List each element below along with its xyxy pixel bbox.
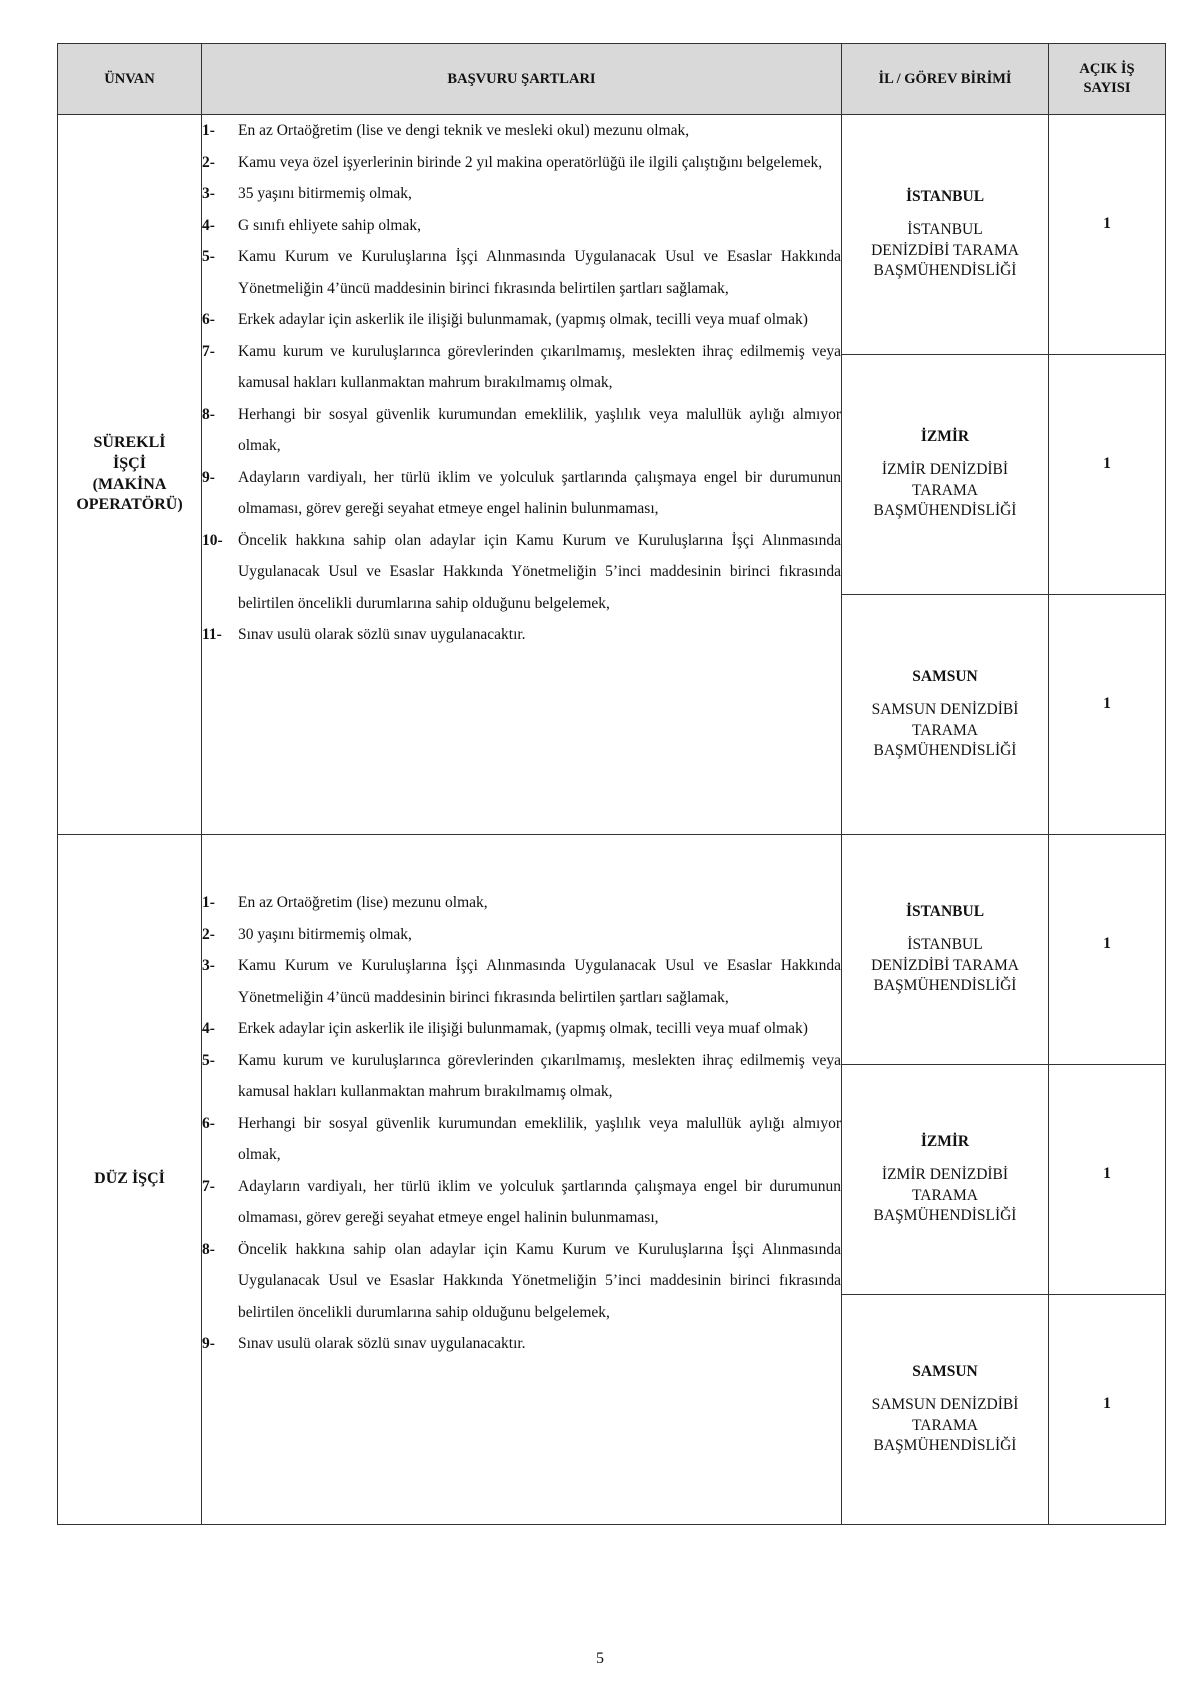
table-row [58, 115, 1166, 355]
list-item: 8- Öncelik hakkına sahip olan adaylar için Kamu Kurum ve Kuruluşlarına İşçi Alınmasında Uygulanacak Usul ve Esaslar Hakkında Yönetmeliğin 5’inci maddesinin birinci fıkrasında belirtilen öncelikli durumlarına sahip olduğunu belgelemek, [202, 1240, 841, 1321]
vacancy-count: 1 [1049, 355, 1166, 595]
vacancy-count: 1 [1049, 115, 1166, 355]
unit-office-line: DENİZDİBİ TARAMA [871, 241, 1019, 259]
list-item: 10- Öncelik hakkına sahip olan adaylar için Kamu Kurum ve Kuruluşlarına İşçi Alınmasında Uygulanacak Usul ve Esaslar Hakkında Yönetmeliğin 5’inci maddesinin birinci fıkrasında belirtilen öncelikli durumlarına sahip olduğunu belgelemek, [202, 531, 841, 612]
table-header-row [58, 44, 1166, 115]
unit-izmir [842, 1065, 1049, 1295]
unit-office-line: TARAMA [912, 1416, 978, 1434]
job-title-line: OPERATÖRÜ) [76, 496, 183, 514]
job-title-line: SÜREKLİ [93, 433, 166, 451]
list-item: 11- Sınav usulü olarak sözlü sınav uygulanacaktır. [202, 626, 526, 643]
table-row [58, 835, 1166, 1065]
header-count-line1: AÇIK İŞ [1079, 61, 1135, 78]
job-title-line: DÜZ İŞÇİ [94, 1170, 165, 1188]
header-title: ÜNVAN [58, 44, 202, 115]
unit-office-line: TARAMA [912, 721, 978, 739]
list-item: 8- Herhangi bir sosyal güvenlik kurumundan emeklilik, yaşlılık veya malullük aylığı almıyor olmak, [202, 405, 841, 454]
unit-samsun [842, 1295, 1049, 1525]
unit-city: İSTANBUL [905, 187, 985, 205]
unit-city: İSTANBUL [905, 902, 985, 920]
list-item: 6- Erkek adaylar için askerlik ile ilişiği bulunmamak, (yapmış olmak, tecilli veya muaf olmak) [202, 311, 808, 328]
vacancy-count: 1 [1049, 835, 1166, 1065]
page-number: 5 [596, 1650, 604, 1667]
unit-office-line: BAŞMÜHENDİSLİĞİ [873, 262, 1017, 280]
unit-istanbul [842, 115, 1049, 355]
list-item: 4- G sınıfı ehliyete sahip olmak, [202, 216, 421, 234]
vacancy-count: 1 [1049, 1065, 1166, 1295]
unit-city: İZMİR [920, 1132, 970, 1150]
unit-city: İZMİR [920, 427, 970, 445]
list-item: 5- Kamu kurum ve kuruluşlarınca görevlerinden çıkarılmamış, meslekten ihraç edilmemiş veya kamusal hakları kullanmaktan mahrum bırakılmamış olmak, [202, 1051, 841, 1100]
unit-office-line: BAŞMÜHENDİSLİĞİ [873, 502, 1017, 520]
requirements-list [202, 115, 841, 651]
header-requirements: BAŞVURU ŞARTLARI [202, 44, 842, 115]
unit-office-line: BAŞMÜHENDİSLİĞİ [873, 977, 1017, 995]
list-item: 3- 35 yaşını bitirmemiş olmak, [202, 185, 412, 202]
unit-office-line: İZMİR DENİZDİBİ [881, 460, 1009, 478]
unit-office-line: İZMİR DENİZDİBİ [881, 1165, 1009, 1183]
unit-izmir [842, 355, 1049, 595]
list-item: 6- Herhangi bir sosyal güvenlik kurumundan emeklilik, yaşlılık veya malullük aylığı almıyor olmak, [202, 1114, 841, 1163]
unit-office-line: SAMSUN DENİZDİBİ [871, 700, 1019, 718]
unit-office-line: BAŞMÜHENDİSLİĞİ [873, 1207, 1017, 1225]
requirements-list [202, 887, 841, 1360]
unit-office-line: BAŞMÜHENDİSLİĞİ [873, 742, 1017, 760]
header-count [1049, 44, 1166, 115]
job-title-general-worker [58, 835, 202, 1525]
list-item: 3- Kamu Kurum ve Kuruluşlarına İşçi Alınmasında Uygulanacak Usul ve Esaslar Hakkında Yönetmeliğin 4’üncü maddesinin birinci fıkrasında belirtilen şartları sağlamak, [202, 957, 841, 1006]
header-count-line2: SAYISI [1083, 80, 1131, 96]
unit-office-line: BAŞMÜHENDİSLİĞİ [873, 1437, 1017, 1455]
list-item: 7- Adayların vardiyalı, her türlü iklim ve yolculuk şartlarında çalışmaya engel bir durumunun olmaması, görev gereği seyahat etmeye engel halinin bulunmaması, [202, 1177, 841, 1226]
job-title-line: (MAKİNA [92, 475, 167, 493]
unit-city: SAMSUN [912, 1362, 978, 1380]
header-unit: İL / GÖREV BİRİMİ [842, 44, 1049, 115]
requirements-cell [202, 835, 842, 1525]
unit-office-line: İSTANBUL [907, 220, 983, 238]
list-item: 2- Kamu veya özel işyerlerinin birinde 2 yıl makina operatörlüğü ile ilgili çalıştığını belgelemek, [202, 153, 823, 171]
unit-office-line: TARAMA [912, 1186, 978, 1204]
list-item: 2- 30 yaşını bitirmemiş olmak, [202, 925, 412, 943]
unit-office-line: TARAMA [912, 481, 978, 499]
job-title-line: İŞÇİ [113, 454, 146, 472]
list-item: 1- En az Ortaöğretim (lise) mezunu olmak, [202, 894, 488, 911]
list-item: 4- Erkek adaylar için askerlik ile ilişiği bulunmamak, (yapmış olmak, tecilli veya muaf olmak) [202, 1020, 808, 1037]
list-item: 7- Kamu kurum ve kuruluşlarınca görevlerinden çıkarılmamış, meslekten ihraç edilmemiş veya kamusal hakları kullanmaktan mahrum bırakılmamış olmak, [202, 342, 841, 391]
unit-office-line: İSTANBUL [907, 935, 983, 953]
vacancy-table [57, 43, 1166, 1525]
list-item: 9- Adayların vardiyalı, her türlü iklim ve yolculuk şartlarında çalışmaya engel bir durumunun olmaması, görev gereği seyahat etmeye engel halinin bulunmaması, [202, 468, 841, 517]
unit-samsun [842, 595, 1049, 835]
unit-office-line: DENİZDİBİ TARAMA [871, 956, 1019, 974]
list-item: 9- Sınav usulü olarak sözlü sınav uygulanacaktır. [202, 1335, 526, 1352]
list-item: 5- Kamu Kurum ve Kuruluşlarına İşçi Alınmasında Uygulanacak Usul ve Esaslar Hakkında Yönetmeliğin 4’üncü maddesinin birinci fıkrasında belirtilen şartları sağlamak, [202, 248, 841, 297]
unit-city: SAMSUN [912, 667, 978, 685]
unit-office-line: SAMSUN DENİZDİBİ [871, 1395, 1019, 1413]
requirements-cell [202, 115, 842, 835]
list-item: 1- En az Ortaöğretim (lise ve dengi teknik ve mesleki okul) mezunu olmak, [202, 122, 690, 139]
vacancy-count: 1 [1049, 1295, 1166, 1525]
job-title-machine-operator [58, 115, 202, 835]
vacancy-count: 1 [1049, 595, 1166, 835]
unit-istanbul [842, 835, 1049, 1065]
